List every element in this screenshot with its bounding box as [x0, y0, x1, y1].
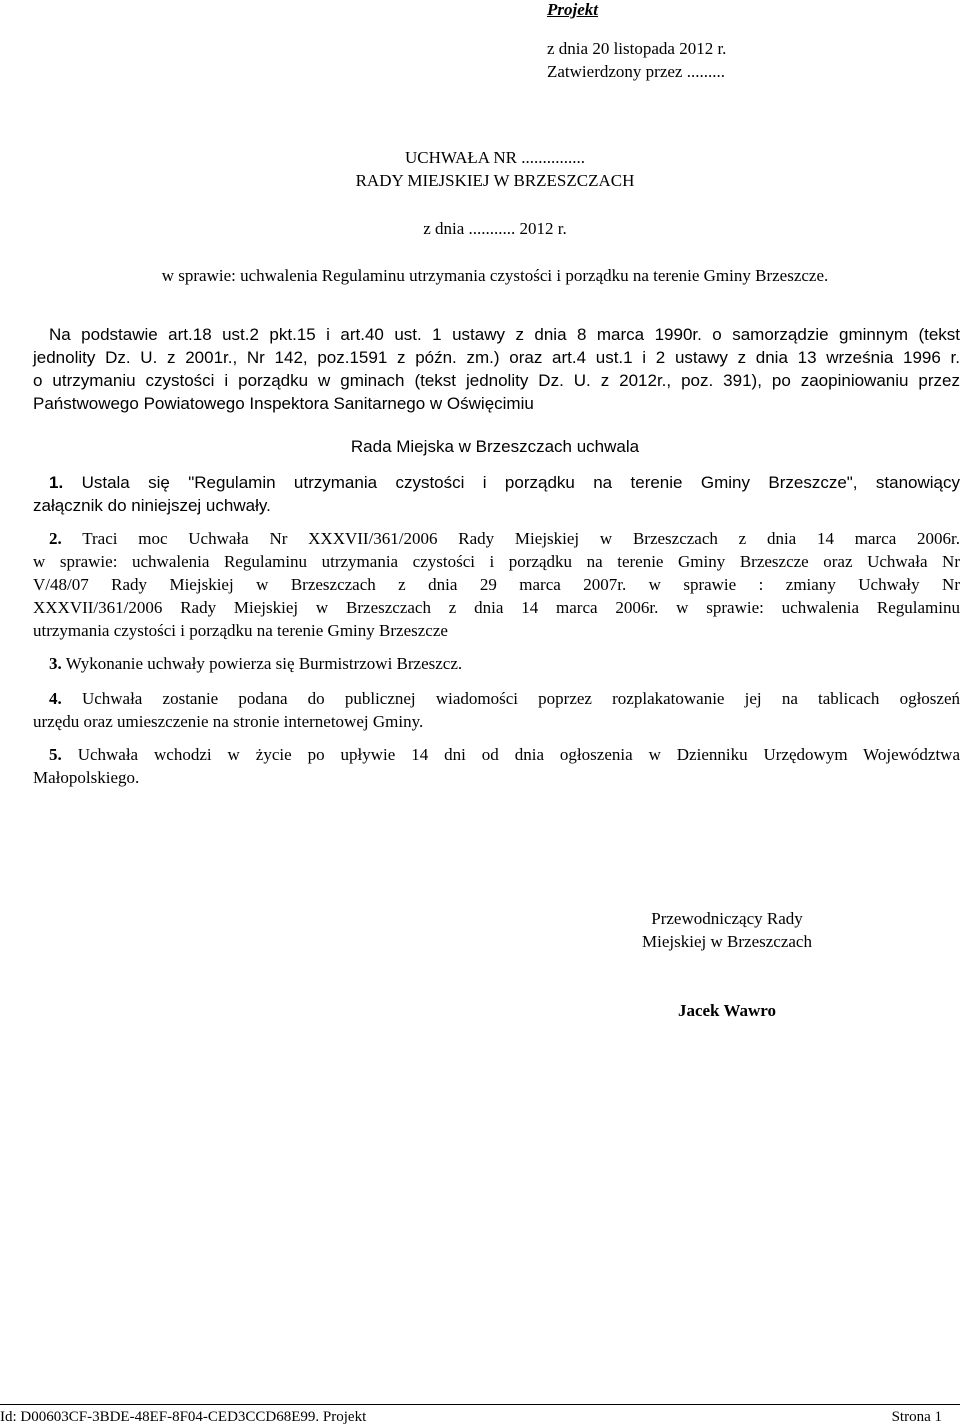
paragraph-5-line-1	[49, 745, 960, 765]
paragraph-2-line-4: XXXVII/361/2006 Rady Miejskiej w Brzeszczach z dnia 14 marca 2006r. w sprawie: uchwalenia Regulaminu	[33, 598, 960, 617]
paragraph-2-number: 2.	[49, 529, 62, 548]
council-name: RADY MIEJSKIEJ W BRZESZCZACH	[355, 171, 635, 190]
paragraph-2-line-1	[49, 529, 960, 549]
paragraph-4-text: Uchwała zostanie podana do publicznej wiadomości poprzez rozplakatowanie jej na tablicach ogłoszeń	[81, 689, 960, 708]
resolution-number: UCHWAŁA NR ...............	[405, 148, 585, 167]
signature-role-line-1: Przewodniczący Rady	[651, 909, 803, 928]
paragraph-3-line-1	[49, 654, 960, 674]
header-approved: Zatwierdzony przez .........	[547, 62, 725, 81]
footer-page-number: Strona 1	[891, 1409, 942, 1425]
paragraph-2-line-5: utrzymania czystości i porządku na terenie Gminy Brzeszcze	[33, 621, 448, 640]
paragraph-4-line-1	[49, 689, 960, 709]
header-date: z dnia 20 listopada 2012 r.	[547, 39, 727, 58]
paragraph-5-text: Uchwała wchodzi w życie po upływie 14 dni od dnia ogłoszenia w Dzienniku Urzędowym Województwa	[77, 745, 960, 764]
footer-document-id: Id: D00603CF-3BDE-48EF-8F04-CED3CCD68E99. Projekt	[0, 1409, 367, 1425]
paragraph-1-line-2: załącznik do niniejszej uchwały.	[33, 496, 271, 515]
paragraph-2-line-3: V/48/07 Rady Miejskiej w Brzeszczach z dnia 29 marca 2007r. w sprawie : zmiany Uchwały Nr	[33, 575, 960, 594]
paragraph-3-number: 3.	[49, 654, 62, 673]
paragraph-4-line-2: urzędu oraz umieszczenie na stronie internetowej Gminy.	[33, 712, 424, 731]
paragraph-2-text: Traci moc Uchwała Nr XXXVII/361/2006 Rady Miejskiej w Brzeszczach z dnia 14 marca 2006r.	[82, 529, 960, 548]
paragraph-1-number: 1.	[49, 473, 64, 492]
resolution-date: z dnia ........... 2012 r.	[423, 219, 567, 238]
preamble-line-1: Na podstawie art.18 ust.2 pkt.15 i art.40 ust. 1 ustawy z dnia 8 marca 1990r. o samorządzie gminnym (tekst	[49, 325, 960, 344]
paragraph-4-number: 4.	[49, 689, 62, 708]
paragraph-5-line-2: Małopolskiego.	[33, 768, 140, 787]
preamble-line-3: o utrzymaniu czystości i porządku w gminach (tekst jednolity Dz. U. z 2012r., poz. 391), po zaopiniowaniu przez	[33, 371, 960, 390]
preamble-line-4: Państwowego Powiatowego Inspektora Sanitarnego w Oświęcimiu	[33, 394, 534, 413]
paragraph-3-text: Wykonanie uchwały powierza się Burmistrzowi Brzeszcz.	[65, 654, 463, 673]
resolution-subject: w sprawie: uchwalenia Regulaminu utrzymania czystości i porządku na terenie Gminy Brzeszcze.	[161, 266, 829, 285]
signatory-name: Jacek Wawro	[677, 1001, 777, 1020]
footer-divider	[0, 1404, 960, 1405]
signature-role-line-2: Miejskiej w Brzeszczach	[642, 932, 812, 951]
paragraph-2-line-2: w sprawie: uchwalenia Regulaminu utrzymania czystości i porządku na terenie Gminy Brzeszcze oraz Uchwała Nr	[33, 552, 960, 571]
paragraph-1-text: Ustala się "Regulamin utrzymania czystości i porządku na terenie Gminy Brzeszcze", stanowiący	[81, 473, 960, 492]
paragraph-5-number: 5.	[49, 745, 62, 764]
projekt-label: Projekt	[547, 0, 598, 19]
preamble-line-2: jednolity Dz. U. z 2001r., Nr 142, poz.1591 z późn. zm.) oraz art.4 ust.1 i 2 ustawy z dnia 13 września 1996 r.	[33, 348, 960, 367]
council-resolves: Rada Miejska w Brzeszczach uchwala	[350, 437, 640, 456]
paragraph-1-line-1	[49, 473, 960, 493]
